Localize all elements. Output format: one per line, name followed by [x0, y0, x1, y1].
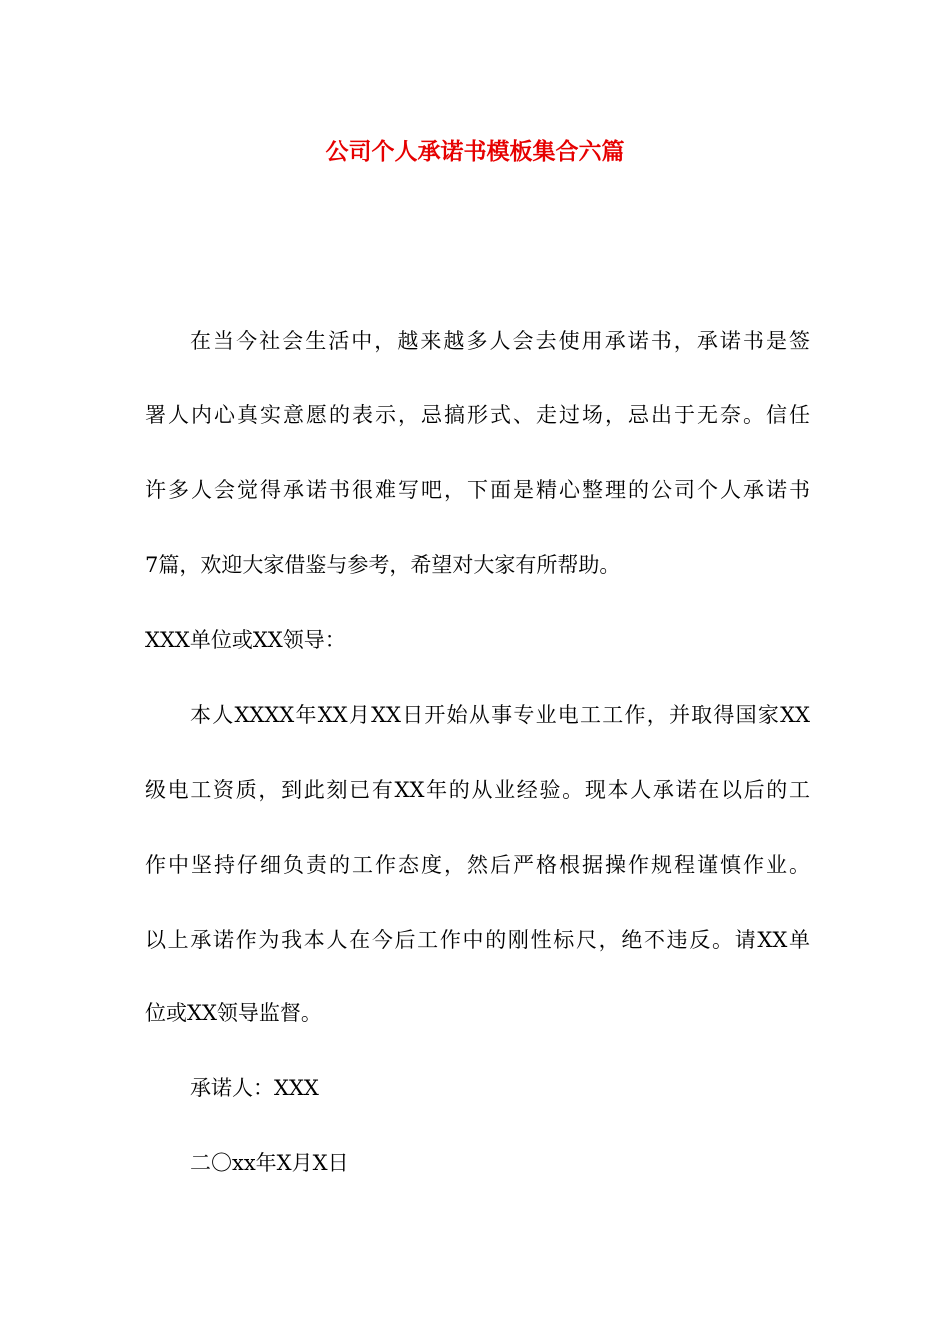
body-line-4: 以上承诺作为我本人在今后工作中的刚性标尺，绝不违反。请XX单	[145, 928, 810, 952]
intro-line-1: 在当今社会生活中，越来越多人会去使用承诺书，承诺书是签	[190, 329, 810, 353]
body-line-5: 位或XX领导监督。	[145, 1001, 322, 1025]
body-line-3: 作中坚持仔细负责的工作态度，然后严格根据操作规程谨慎作业。	[145, 853, 810, 877]
document-title: 公司个人承诺书模板集合六篇	[325, 139, 625, 165]
intro-line-3: 许多人会觉得承诺书很难写吧，下面是精心整理的公司个人承诺书	[145, 478, 810, 502]
body-line-1: 本人XXXX年XX月XX日开始从事专业电工工作，并取得国家XX	[190, 703, 810, 727]
date: 二〇xx年X月X日	[190, 1151, 349, 1175]
intro-line-2: 署人内心真实意愿的表示，忌搞形式、走过场，忌出于无奈。信任	[145, 403, 810, 427]
salutation: XXX单位或XX领导：	[145, 628, 346, 652]
body-line-2: 级电工资质，到此刻已有XX年的从业经验。现本人承诺在以后的工	[145, 778, 810, 802]
intro-line-4: 7篇，欢迎大家借鉴与参考，希望对大家有所帮助。	[145, 553, 621, 577]
signatory: 承诺人：XXX	[190, 1076, 319, 1100]
